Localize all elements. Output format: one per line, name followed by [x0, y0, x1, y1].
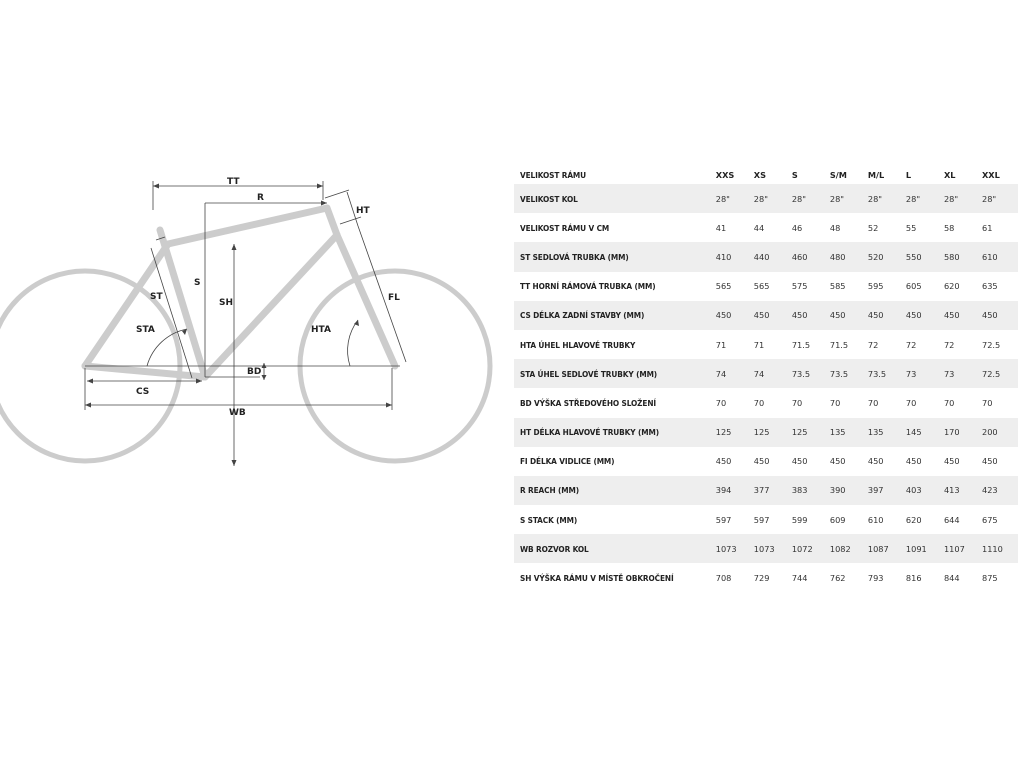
- label-fl: FL: [388, 293, 400, 303]
- row-value: 708: [715, 573, 732, 584]
- row-value: 125: [715, 427, 732, 438]
- row-label: WB ROZVOR KOL: [520, 543, 589, 554]
- row-value: 28": [791, 193, 807, 204]
- row-value: 580: [943, 251, 960, 262]
- row-value: 70: [943, 397, 955, 408]
- table-row: [514, 330, 1018, 359]
- row-value: 440: [753, 251, 770, 262]
- row-value: 55: [905, 222, 917, 233]
- row-value: 52: [867, 222, 879, 233]
- row-value: 1072: [791, 543, 813, 554]
- row-value: 70: [981, 397, 993, 408]
- row-label: SH VÝŠKA RÁMU V MÍSTĚ OBKROČENÍ: [520, 573, 674, 584]
- row-value: 413: [943, 485, 960, 496]
- row-value: 70: [791, 397, 803, 408]
- row-value: 170: [943, 427, 960, 438]
- row-value: 390: [829, 485, 846, 496]
- table-row: [514, 534, 1018, 563]
- size-header: S: [791, 170, 798, 180]
- row-value: 394: [715, 485, 732, 496]
- row-value: 1110: [981, 543, 1003, 554]
- size-header: L: [905, 170, 912, 180]
- row-value: 72: [943, 339, 955, 350]
- row-value: 609: [829, 514, 846, 525]
- row-value: 450: [753, 456, 770, 467]
- table-row: [514, 447, 1018, 476]
- label-r: R: [257, 193, 264, 203]
- row-value: 450: [981, 456, 998, 467]
- row-value: 28": [715, 193, 730, 204]
- row-value: 71: [715, 339, 727, 350]
- row-value: 72: [905, 339, 917, 350]
- row-value: 41: [715, 222, 727, 233]
- row-value: 70: [905, 397, 917, 408]
- size-header: XXL: [981, 170, 1000, 180]
- table-row: [514, 301, 1018, 330]
- row-value: 73.5: [867, 368, 887, 379]
- row-value: 403: [905, 485, 922, 496]
- row-value: 1073: [753, 543, 775, 554]
- row-value: 450: [981, 310, 998, 321]
- table-row: [514, 359, 1018, 388]
- row-value: 450: [715, 456, 732, 467]
- row-value: 200: [981, 427, 998, 438]
- row-value: 423: [981, 485, 998, 496]
- row-label: VELIKOST RÁMU V CM: [520, 222, 610, 233]
- row-value: 44: [753, 222, 765, 233]
- label-sta: STA: [136, 325, 155, 335]
- row-value: 1087: [867, 543, 889, 554]
- row-value: 450: [791, 310, 808, 321]
- row-value: 28": [943, 193, 959, 204]
- row-value: 70: [867, 397, 879, 408]
- row-value: 73: [905, 368, 917, 379]
- row-value: 28": [867, 193, 883, 204]
- row-value: 1107: [943, 543, 965, 554]
- row-value: 480: [829, 251, 846, 262]
- row-value: 450: [829, 456, 846, 467]
- row-value: 1073: [715, 543, 737, 554]
- row-value: 450: [791, 456, 808, 467]
- label-st: ST: [150, 292, 163, 302]
- row-value: 72: [867, 339, 879, 350]
- table-row: [514, 563, 1018, 592]
- table-row: [514, 505, 1018, 534]
- row-value: 145: [905, 427, 922, 438]
- row-value: 597: [753, 514, 770, 525]
- row-value: 450: [867, 310, 884, 321]
- row-value: 1091: [905, 543, 927, 554]
- row-value: 135: [867, 427, 884, 438]
- row-value: 28": [753, 193, 768, 204]
- row-value: 460: [791, 251, 808, 262]
- row-value: 450: [715, 310, 732, 321]
- row-value: 73.5: [791, 368, 811, 379]
- row-value: 71.5: [791, 339, 811, 350]
- row-value: 610: [981, 251, 998, 262]
- row-label: STA ÚHEL SEDLOVÉ TRUBKY (MM): [520, 368, 658, 379]
- table-row: [514, 388, 1018, 417]
- row-value: 575: [791, 281, 808, 292]
- row-value: 620: [905, 514, 922, 525]
- size-header: M/L: [867, 170, 885, 180]
- row-value: 73: [943, 368, 955, 379]
- label-s: S: [194, 278, 201, 288]
- row-value: 620: [943, 281, 960, 292]
- table-row: [514, 184, 1018, 213]
- row-value: 450: [905, 310, 922, 321]
- table-row: [514, 242, 1018, 271]
- row-value: 70: [753, 397, 765, 408]
- row-value: 58: [943, 222, 955, 233]
- row-label: R REACH (MM): [520, 485, 579, 496]
- row-value: 125: [791, 427, 808, 438]
- row-value: 450: [753, 310, 770, 321]
- row-value: 125: [753, 427, 770, 438]
- row-value: 1082: [829, 543, 851, 554]
- row-value: 46: [791, 222, 803, 233]
- table-row: [514, 272, 1018, 301]
- row-value: 28": [981, 193, 997, 204]
- row-value: 875: [981, 573, 998, 584]
- geometry-table: [514, 166, 1018, 593]
- label-wb: WB: [229, 408, 246, 418]
- label-tt: TT: [227, 177, 240, 187]
- row-value: 28": [829, 193, 845, 204]
- header-label: VELIKOST RÁMU: [520, 170, 587, 180]
- label-sh: SH: [219, 298, 234, 308]
- row-value: 565: [715, 281, 732, 292]
- row-value: 744: [791, 573, 808, 584]
- row-value: 675: [981, 514, 998, 525]
- row-value: 70: [829, 397, 841, 408]
- row-value: 397: [867, 485, 884, 496]
- row-value: 70: [715, 397, 727, 408]
- row-value: 135: [829, 427, 846, 438]
- row-value: 729: [753, 573, 770, 584]
- row-label: BD VÝŠKA STŘEDOVÉHO SLOŽENÍ: [520, 397, 657, 408]
- table-row: [514, 476, 1018, 505]
- row-value: 844: [943, 573, 960, 584]
- table-row: [514, 213, 1018, 242]
- row-value: 74: [753, 368, 765, 379]
- row-value: 71: [753, 339, 765, 350]
- table-body: [514, 184, 1018, 593]
- label-cs: CS: [136, 387, 150, 397]
- row-value: 605: [905, 281, 922, 292]
- row-value: 816: [905, 573, 922, 584]
- label-hta: HTA: [311, 325, 331, 335]
- row-value: 74: [715, 368, 727, 379]
- row-label: VELIKOST KOL: [520, 193, 578, 204]
- size-header: S/M: [829, 170, 847, 180]
- row-value: 450: [943, 310, 960, 321]
- row-value: 383: [791, 485, 808, 496]
- row-value: 520: [867, 251, 884, 262]
- bike-geometry-diagram: [0, 0, 505, 768]
- row-value: 450: [943, 456, 960, 467]
- row-value: 377: [753, 485, 770, 496]
- size-header: XL: [943, 170, 956, 180]
- row-value: 73.5: [829, 368, 849, 379]
- row-value: 28": [905, 193, 921, 204]
- row-value: 565: [753, 281, 770, 292]
- row-value: 410: [715, 251, 732, 262]
- bike-frame: [85, 208, 395, 377]
- row-value: 585: [829, 281, 846, 292]
- label-bd: BD: [247, 367, 262, 377]
- table-row: [514, 418, 1018, 447]
- row-label: HTA ÚHEL HLAVOVÉ TRUBKY: [520, 339, 636, 350]
- size-header: XS: [753, 170, 767, 180]
- row-value: 644: [943, 514, 960, 525]
- table-header-row: [514, 166, 1018, 184]
- row-value: 550: [905, 251, 922, 262]
- row-value: 597: [715, 514, 732, 525]
- row-value: 635: [981, 281, 998, 292]
- row-value: 61: [981, 222, 993, 233]
- row-label: TT HORNÍ RÁMOVÁ TRUBKA (MM): [520, 281, 656, 292]
- row-value: 450: [829, 310, 846, 321]
- row-label: CS DÉLKA ZADNÍ STAVBY (MM): [520, 310, 645, 321]
- row-value: 450: [867, 456, 884, 467]
- row-value: 450: [905, 456, 922, 467]
- row-value: 48: [829, 222, 841, 233]
- row-value: 72.5: [981, 368, 1001, 379]
- row-value: 610: [867, 514, 884, 525]
- row-value: 72.5: [981, 339, 1001, 350]
- row-label: HT DÉLKA HLAVOVÉ TRUBKY (MM): [520, 427, 659, 438]
- row-value: 71.5: [829, 339, 849, 350]
- size-header: XXS: [715, 170, 735, 180]
- row-value: 595: [867, 281, 884, 292]
- row-label: FI DÉLKA VIDLICE (MM): [520, 456, 615, 467]
- row-label: ST SEDLOVÁ TRUBKA (MM): [520, 251, 629, 262]
- row-label: S STACK (MM): [520, 514, 578, 525]
- row-value: 599: [791, 514, 808, 525]
- label-ht: HT: [356, 206, 370, 216]
- row-value: 793: [867, 573, 884, 584]
- row-value: 762: [829, 573, 846, 584]
